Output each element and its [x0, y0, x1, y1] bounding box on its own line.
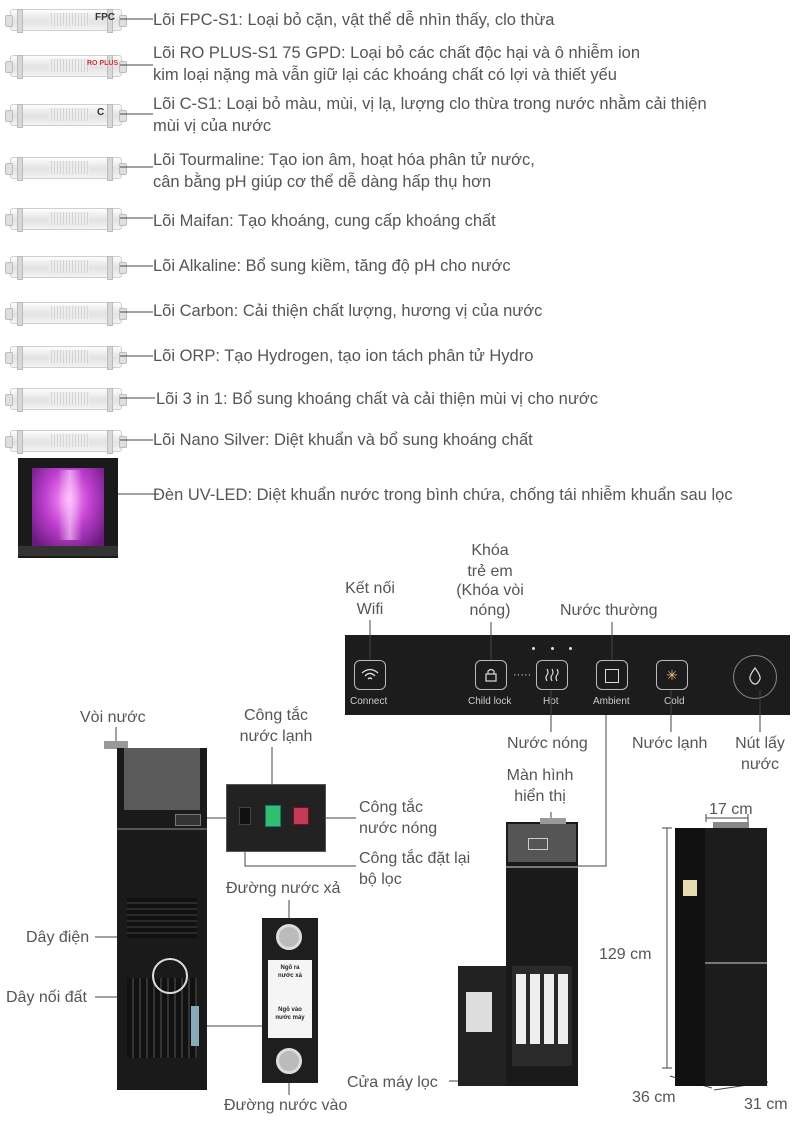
filter-3in1-label: Lõi 3 in 1: Bổ sung khoáng chất và cải thiện mùi vị cho nước	[156, 390, 598, 408]
inlet-callout: Đường nước vào	[224, 1097, 348, 1114]
child-lock-caption: Child lock	[468, 696, 512, 707]
filter-c-label: Lõi C-S1: Loại bỏ màu, mùi, vị lạ, lượng clo thừa trong nước nhằm cải thiện	[153, 95, 707, 113]
ambient-callout: Nước thường	[560, 602, 658, 619]
filter-fpc-label: Lõi FPC-S1: Loại bỏ cặn, vật thể dễ nhìn thấy, clo thừa	[153, 11, 555, 29]
display-screen	[528, 838, 548, 850]
hot-callout: Nước nóng	[507, 735, 588, 752]
wifi-callout-line1: Kết nối	[345, 580, 395, 597]
outlet-port-label-line2: nước xả	[278, 973, 302, 979]
drain-port	[276, 924, 302, 950]
display-callout-line2: hiển thị	[514, 788, 566, 805]
hot-caption: Hot	[543, 696, 559, 707]
filter-carbon-label: Lõi Carbon: Cải thiện chất lượng, hương vị của nước	[153, 302, 543, 320]
switch-panel-closeup	[226, 784, 326, 852]
filter-alkaline-label: Lõi Alkaline: Bổ sung kiềm, tăng độ pH cho nước	[153, 257, 511, 275]
hot-switch-callout-line1: Công tắc	[359, 799, 424, 816]
snowflake-icon: ✳	[666, 667, 678, 683]
dimension-width: 31 cm	[744, 1096, 788, 1113]
connect-caption: Connect	[350, 696, 388, 707]
reset-filter-switch[interactable]	[239, 807, 251, 825]
cold-caption: Cold	[664, 696, 685, 707]
filter-maifan-label: Lõi Maifan: Tạo khoáng, cung cấp khoáng chất	[153, 212, 496, 230]
cold-water-switch[interactable]	[265, 805, 281, 827]
cold-switch-callout-line2: nước lạnh	[239, 728, 313, 745]
inlet-port-label-line2: nước máy	[275, 1015, 305, 1021]
inlet-port-label-line1: Ngõ vào	[278, 1007, 302, 1013]
cold-switch-callout-line1: Công tắc	[243, 707, 309, 724]
filter-ro-label: Lõi RO PLUS-S1 75 GPD: Loại bỏ các chất độc hại và ô nhiễm ion	[153, 44, 641, 62]
wifi-callout-line2: Wifi	[356, 601, 384, 618]
water-ports-closeup	[262, 918, 318, 1083]
uv-led-label: Đèn UV-LED: Diệt khuẩn nước trong bình chứa, chống tái nhiễm khuẩn sau lọc	[153, 486, 733, 504]
lock-callout-line2: trẻ em	[467, 563, 513, 580]
ro-filter-marking: RO PLUS	[87, 60, 119, 67]
dimension-height: 129 cm	[599, 946, 652, 963]
dimension-machine-image	[675, 828, 767, 1086]
outlet-port-label-line1: Ngõ ra	[280, 965, 300, 971]
filter-tourmaline-label: Lõi Tourmaline: Tạo ion âm, hoạt hóa phân tử nước,	[153, 151, 535, 169]
reset-switch-callout-line2: bộ lọc	[359, 871, 402, 888]
power-cord-callout: Dây điện	[26, 929, 90, 946]
filter-orp-label: Lõi ORP: Tạo Hydrogen, tạo ion tách phân tử Hydro	[153, 347, 534, 365]
dimension-depth: 36 cm	[632, 1089, 676, 1106]
faucet-callout: Vòi nước	[80, 709, 146, 726]
panel-connector-dots: ·····	[513, 669, 532, 681]
hot-water-switch[interactable]	[293, 807, 309, 825]
drain-callout: Đường nước xả	[226, 880, 341, 897]
dispense-callout-line2: nước	[740, 756, 780, 773]
cold-callout: Nước lạnh	[632, 735, 708, 752]
inlet-port	[276, 1048, 302, 1074]
lock-callout-line3: (Khóa vòi	[456, 582, 524, 599]
filter-tourmaline-label-line2: cân bằng pH giúp cơ thể dễ dàng hấp thụ hơn	[153, 173, 492, 191]
filter-ro-label-line2: kim loại nặng mà vẫn giữ lại các khoáng chất có lợi và thiết yếu	[153, 66, 617, 84]
display-callout-line1: Màn hình	[506, 767, 574, 784]
reset-switch-callout-line1: Công tắc đặt lại	[359, 850, 471, 867]
dimension-width-top: 17 cm	[709, 801, 753, 818]
front-machine-image	[506, 822, 578, 1086]
filter-c-label-line2: mùi vị của nước	[153, 117, 272, 135]
dispense-callout-line1: Nút lấy	[735, 735, 785, 752]
ground-wire-callout: Dây nối đất	[6, 989, 87, 1006]
lock-callout-line4: nóng)	[469, 602, 511, 619]
lock-callout-line1: Khóa	[471, 542, 509, 559]
ambient-caption: Ambient	[593, 696, 630, 707]
hot-switch-callout-line2: nước nóng	[359, 820, 438, 837]
door-callout: Cửa máy lọc	[347, 1074, 438, 1091]
filter-nano-silver-label: Lõi Nano Silver: Diệt khuẩn và bổ sung khoáng chất	[153, 431, 533, 449]
rear-machine-image	[117, 748, 207, 1090]
filter-door[interactable]	[458, 966, 506, 1086]
c-filter-marking: C	[97, 107, 105, 118]
fpc-filter-marking: FPC	[95, 12, 115, 23]
